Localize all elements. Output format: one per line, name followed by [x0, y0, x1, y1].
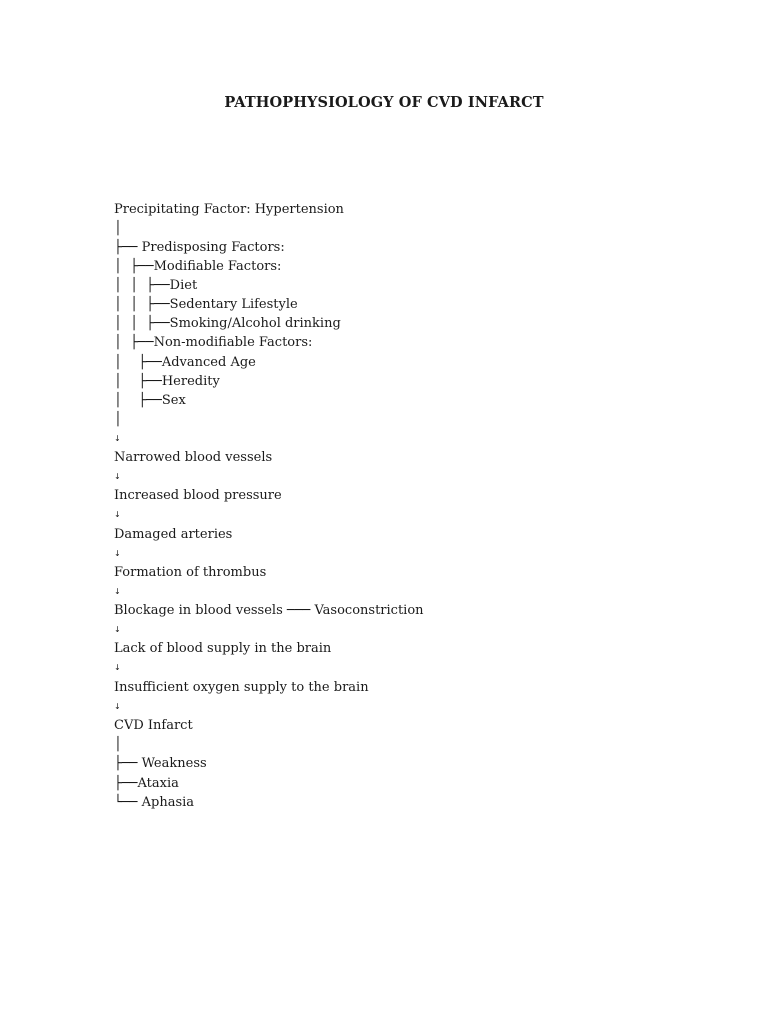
tree-branch: ├──	[114, 756, 142, 771]
modifiable-item	[114, 314, 341, 333]
predisposing-label: Predisposing Factors:	[141, 240, 285, 255]
tree-branch: ├──	[114, 776, 138, 791]
tree-connector	[114, 410, 122, 429]
tree-branch: └──	[114, 795, 142, 810]
non-modifiable-item	[114, 391, 186, 410]
tree-branch: ├──	[114, 240, 142, 255]
modifiable-item-label: Smoking/Alcohol drinking	[169, 316, 341, 331]
flow-step: Formation of thrombus	[114, 565, 267, 580]
flow-step: Insufficient oxygen supply to the brain	[114, 680, 369, 695]
down-arrow-icon: ↓	[114, 587, 121, 596]
flow-step: Damaged arteries	[114, 527, 233, 542]
predisposing-factors	[114, 238, 285, 257]
modifiable-item-label: Sedentary Lifestyle	[169, 297, 298, 312]
tree-branch: │ ├──	[114, 393, 162, 408]
modifiable-item	[114, 295, 298, 314]
tree-connector	[114, 735, 122, 754]
down-arrow-icon: ↓	[114, 472, 121, 481]
tree-branch: │ ├──	[114, 355, 162, 370]
down-arrow-icon: ↓	[114, 702, 121, 711]
non-modifiable-item	[114, 372, 220, 391]
modifiable-factors	[114, 257, 281, 276]
non-modifiable-item-label: Heredity	[161, 374, 220, 389]
precipitating-factor: Precipitating Factor: Hypertension	[114, 202, 344, 217]
down-arrow-icon: ↓	[114, 549, 121, 558]
non-modifiable-item	[114, 353, 256, 372]
outcome-label: Ataxia	[137, 776, 179, 791]
outcome-label: Aphasia	[141, 795, 195, 810]
outcome-item	[114, 774, 179, 793]
non-modifiable-factors	[114, 333, 312, 352]
flow-step: Increased blood pressure	[114, 488, 282, 503]
tree-branch: │ │ ├──	[114, 297, 170, 312]
tree-vertical: │	[114, 412, 122, 427]
outcome-item	[114, 793, 194, 812]
down-arrow-icon: ↓	[114, 625, 121, 634]
tree-branch: │ ├──	[114, 374, 162, 389]
down-arrow-icon: ↓	[114, 434, 121, 443]
down-arrow-icon: ↓	[114, 510, 121, 519]
tree-branch: │ ├──	[114, 259, 154, 274]
flow-step-final: CVD Infarct	[114, 718, 193, 733]
page-title: PATHOPHYSIOLOGY OF CVD INFARCT	[224, 94, 544, 111]
non-modifiable-item-label: Sex	[161, 393, 186, 408]
outcome-item	[114, 754, 207, 773]
tree-connector	[114, 219, 122, 238]
flow-step: Lack of blood supply in the brain	[114, 641, 332, 656]
non-modifiable-label: Non-modifiable Factors:	[153, 335, 313, 350]
tree-vertical: │	[114, 737, 122, 752]
modifiable-item-label: Diet	[169, 278, 198, 293]
flow-step: Narrowed blood vessels	[114, 450, 273, 465]
down-arrow-icon: ↓	[114, 663, 121, 672]
tree-branch: │ │ ├──	[114, 316, 170, 331]
modifiable-item	[114, 276, 197, 295]
tree-branch: │ ├──	[114, 335, 154, 350]
modifiable-label: Modifiable Factors:	[153, 259, 282, 274]
flow-step: Blockage in blood vessels ─── Vasoconstriction	[114, 603, 424, 618]
tree-vertical: │	[114, 221, 122, 236]
non-modifiable-item-label: Advanced Age	[161, 355, 256, 370]
tree-branch: │ │ ├──	[114, 278, 170, 293]
outcome-label: Weakness	[141, 756, 207, 771]
